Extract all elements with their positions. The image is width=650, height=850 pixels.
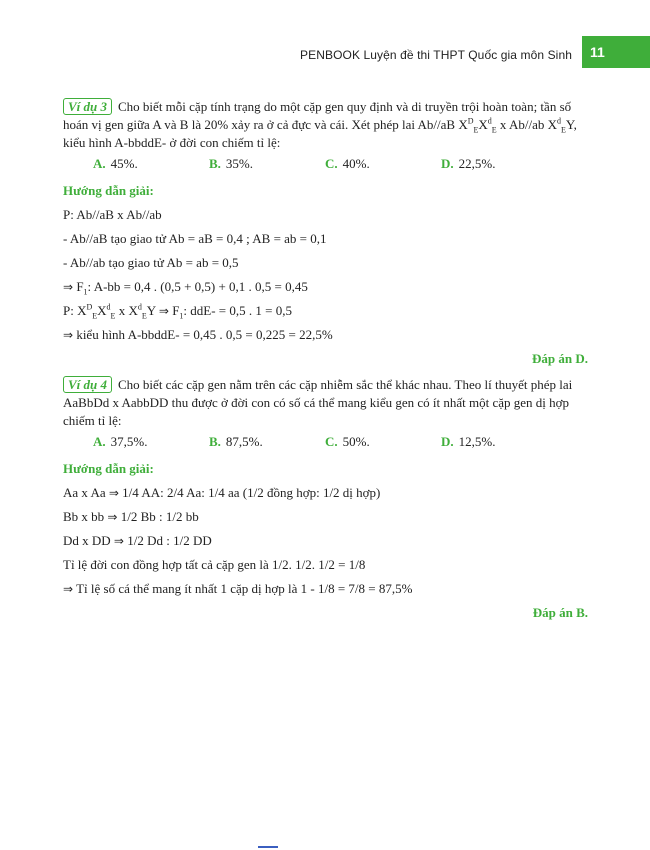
solution-line: - Ab//aB tạo giao tử Ab = aB = 0,4 ; AB = ab = 0,1 bbox=[63, 231, 327, 246]
example-4-question: Ví dụ 4 Cho biết các cặp gen nằm trên các cặp nhiễm sắc thể khác nhau. Theo lí thuyết phép lai AaBbDd x AabbDD thu được ở đời con có số cá thể mang kiểu gen có ít nhất một cặp gen dị hợp chiếm tỉ lệ: bbox=[63, 377, 573, 428]
implies-icon: ⇒ bbox=[63, 280, 74, 294]
option-d: D. 22,5%. bbox=[441, 156, 496, 171]
example-3 bbox=[63, 98, 588, 368]
solution-line: Bb x bb ⇒ 1/2 Bb : 1/2 bb bbox=[63, 509, 199, 524]
answer-label: Đáp án B. bbox=[532, 605, 588, 620]
page-number: 11 bbox=[582, 36, 650, 68]
implies-icon: ⇒ bbox=[63, 328, 74, 342]
example-3-question: Ví dụ 3 Cho biết mỗi cặp tính trạng do một cặp gen quy định và di truyền trội hoàn toàn; tần số hoán vị gen giữa A và B là 20% xảy ra ở cả đực và cái. Xét phép lai Ab//aB $X^D_EX^d_E$ x Ab//ab $X^d_EY$, kiểu hình A-bbddE- ở đời con chiếm tỉ lệ: bbox=[63, 99, 577, 150]
option-b: B. 87,5%. bbox=[209, 434, 263, 449]
option-c: C. 50%. bbox=[325, 434, 370, 449]
solution-heading: Hướng dẫn giải: bbox=[63, 183, 154, 198]
option-a: A. 37,5%. bbox=[93, 434, 148, 449]
solution-line: P: Ab//aB x Ab//ab bbox=[63, 207, 162, 222]
example-3-options bbox=[63, 155, 588, 173]
example-3-tag: Ví dụ 3 bbox=[63, 98, 112, 115]
solution-line: ⇒ Tỉ lệ số cá thể mang ít nhất 1 cặp dị hợp là 1 - 1/8 = 7/8 = 87,5% bbox=[63, 581, 413, 596]
option-b: B. 35%. bbox=[209, 156, 254, 171]
implies-icon: ⇒ bbox=[158, 304, 169, 318]
example-4-tag: Ví dụ 4 bbox=[63, 376, 112, 393]
implies-icon: ⇒ bbox=[63, 582, 74, 596]
solution-heading: Hướng dẫn giải: bbox=[63, 461, 154, 476]
implies-icon: ⇒ bbox=[107, 510, 118, 524]
page-edge-mark bbox=[258, 846, 278, 848]
solution-line: Dd x DD ⇒ 1/2 Dd : 1/2 DD bbox=[63, 533, 212, 548]
running-header: PENBOOK Luyện đề thi THPT Quốc gia môn Sinh bbox=[300, 48, 572, 62]
example-4 bbox=[63, 376, 588, 622]
implies-icon: ⇒ bbox=[113, 534, 124, 548]
option-a: A. 45%. bbox=[93, 156, 138, 171]
option-d: D. 12,5%. bbox=[441, 434, 496, 449]
solution-line: ⇒ kiểu hình A-bbddE- = 0,45 . 0,5 = 0,225 = 22,5% bbox=[63, 327, 333, 342]
solution-line: ⇒ $F_1$: A-bb = 0,4 . (0,5 + 0,5) + 0,1 . 0,5 = 0,45 bbox=[63, 279, 308, 297]
option-c: C. 40%. bbox=[325, 156, 370, 171]
example-4-options bbox=[63, 433, 588, 451]
answer-label: Đáp án D. bbox=[532, 351, 588, 366]
solution-line: Tỉ lệ đời con đồng hợp tất cả cặp gen là 1/2. 1/2. 1/2 = 1/8 bbox=[63, 557, 366, 572]
solution-line: - Ab//ab tạo giao tử Ab = ab = 0,5 bbox=[63, 255, 239, 270]
implies-icon: ⇒ bbox=[108, 486, 119, 500]
solution-line: Aa x Aa ⇒ 1/4 AA: 2/4 Aa: 1/4 aa (1/2 đồng hợp: 1/2 dị hợp) bbox=[63, 485, 381, 500]
solution-line: P: $X^D_EX^d_E$ x $X^d_EY$ ⇒ $F_1$: ddE- = 0,5 . 1 = 0,5 bbox=[63, 302, 292, 321]
